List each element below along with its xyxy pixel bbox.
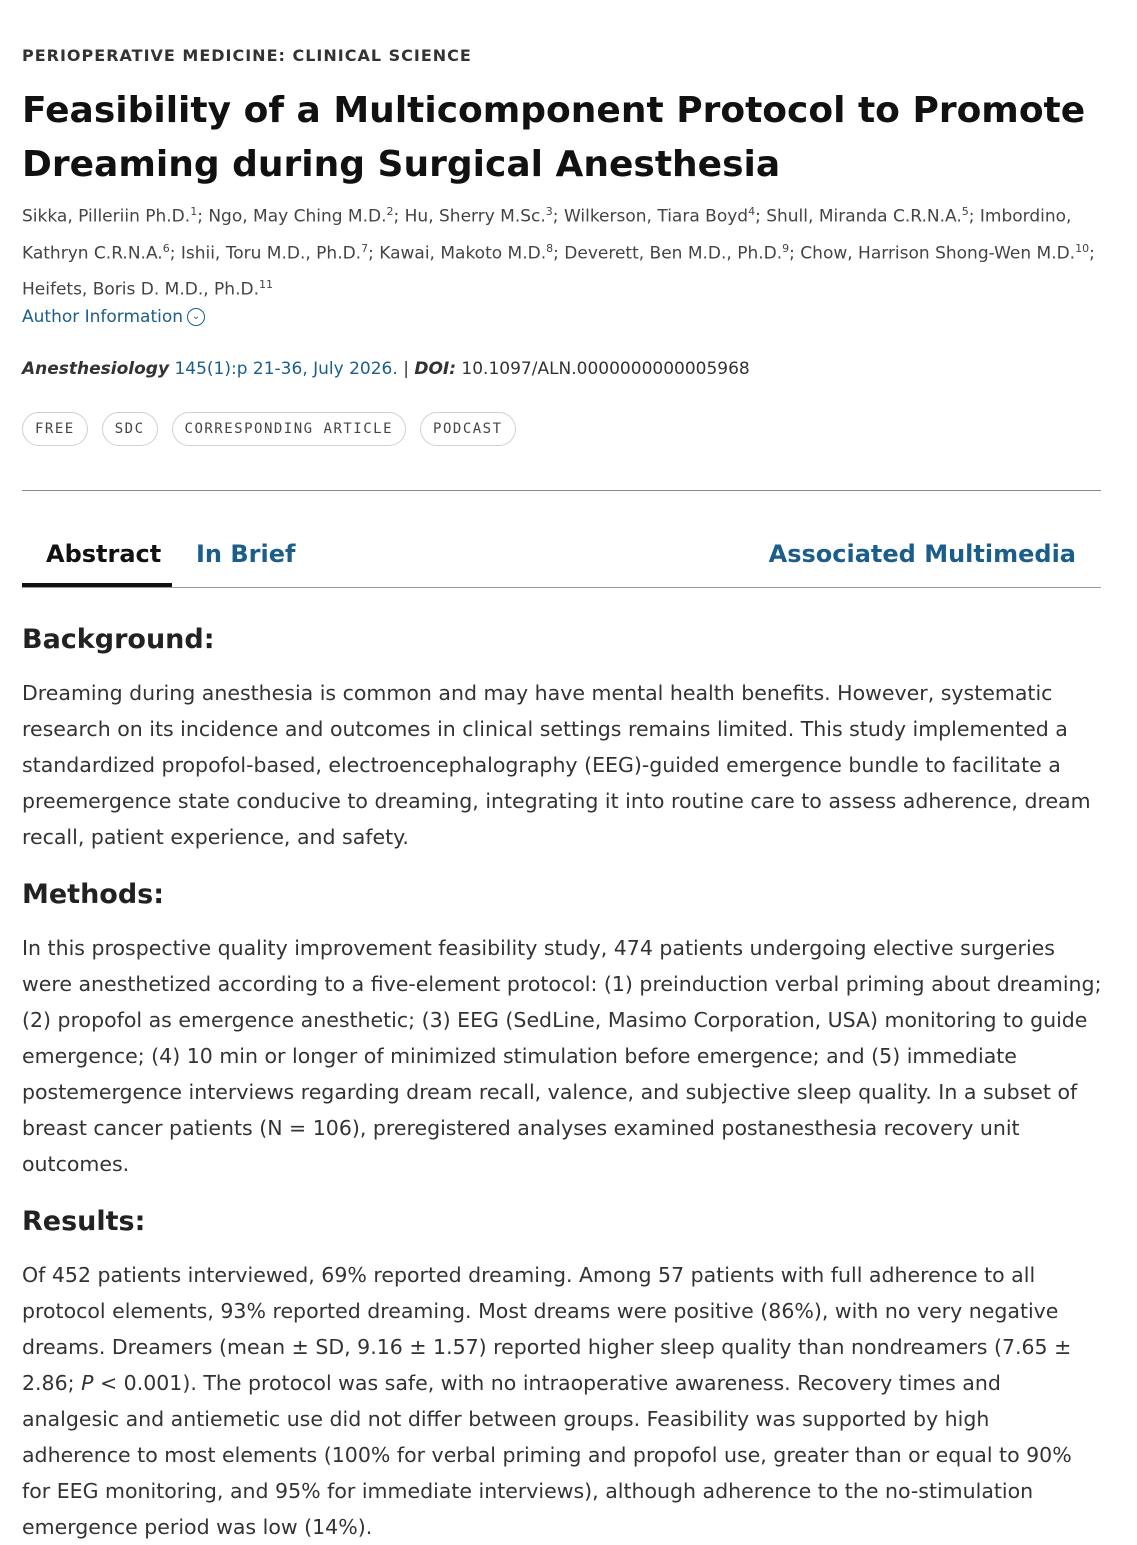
- results-text-part2: < 0.001). The protocol was safe, with no intraoperative awareness. Recovery times and analgesic and antiemetic use did not differ between groups. Feasibility was supported by high adherence to most elements (100% for verbal priming and propofol use, greater than or equal to 90% for EEG monitoring, and 95% for immediate interviews), although adherence to the no-stimulation emergence period was low (14%).: [22, 1371, 1072, 1539]
- author-affiliation-number: 8: [546, 241, 554, 255]
- author-affiliation-number: 3: [545, 205, 553, 218]
- author-affiliation-number: 9: [782, 241, 790, 255]
- methods-text: In this prospective quality improvement feasibility study, 474 patients undergoing elective surgeries were anesthetized according to a five-element protocol: (1) preinduction verbal priming about dreaming; (2) propofol as emergence anesthetic; (3) EEG (SedLine, Masimo Corporation, USA) monitoring to guide emergence; (4) 10 min or longer of minimized stimulation before emergence; and (5) immediate postemergence interviews regarding dream recall, valence, and subjective sleep quality. In a subset of breast cancer patients (N = 106), preregistered analyses examined postanesthesia recovery unit outcomes.: [22, 936, 1102, 1176]
- doi-label: DOI:: [414, 359, 457, 379]
- author-affiliation-number: 11: [258, 278, 273, 292]
- author-information-label: Author Information: [22, 307, 184, 327]
- author-name: Imbordino, Kathryn C.R.N.A.: [22, 206, 1072, 264]
- author-affiliation-number: 1: [190, 205, 198, 218]
- badge-corresponding-article[interactable]: CORRESPONDING ARTICLE: [172, 412, 407, 446]
- volume-link[interactable]: 145(1):p 21-36, July 2026.: [174, 359, 398, 379]
- author-affiliation-number: 7: [361, 241, 369, 255]
- tab-abstract[interactable]: Abstract: [46, 540, 162, 568]
- citation-separator: |: [403, 359, 409, 379]
- author-name: Ishii, Toru M.D., Ph.D.: [180, 243, 362, 264]
- author-name: Chow, Harrison Shong-Wen M.D.: [800, 243, 1076, 264]
- badge-podcast[interactable]: PODCAST: [420, 412, 516, 446]
- author-list: Sikka, Pilleriin Ph.D.$^1$; Ngo, May Ching M.D.$^2$; Hu, Sherry M.Sc.$^3$; Wilkerson, Tiara Boyd$^4$; Shull, Miranda C.R.N.A.$^5$; Imbordino, Kathryn C.R.N.A.$^6$; Ishii, Toru M.D., Ph.D.$^7$; Kawai, Makoto M.D.$^8$; Deverett, Ben M.D., Ph.D.$^9$; Chow, Harrison Shong-Wen M.D.$^{10}$; Heifets, Boris D. M.D., Ph.D.$^{11}$: [22, 205, 1095, 300]
- background-text: Dreaming during anesthesia is common and may have mental health benefits. However, systematic research on its incidence and outcomes in clinical settings remains limited. This study implemented a standardized propofol-based, electroencephalography (EEG)-guided emergence bundle to facilitate a preemergence state conducive to dreaming, integrating it into routine care to assess adherence, dream recall, patient experience, and safety.: [22, 681, 1091, 849]
- author-affiliation-number: 6: [162, 241, 170, 255]
- badge-list: [22, 412, 516, 446]
- article-category: PERIOPERATIVE MEDICINE: CLINICAL SCIENCE: [22, 46, 472, 65]
- author-name: Deverett, Ben M.D., Ph.D.: [564, 243, 783, 264]
- author-name: Kawai, Makoto M.D.: [379, 243, 547, 264]
- author-affiliation-number: 2: [386, 205, 394, 218]
- journal-name: Anesthesiology: [22, 359, 170, 379]
- doi-value: 10.1097/ALN.0000000000005968: [461, 359, 750, 379]
- p-value-symbol: P: [81, 1371, 94, 1395]
- author-name: Shull, Miranda C.R.N.A.: [766, 206, 962, 227]
- chevron-down-icon: ⌄: [187, 308, 205, 326]
- author-affiliation-number: 10: [1075, 241, 1090, 255]
- active-tab-indicator: [22, 583, 172, 587]
- results-text: [22, 1257, 1102, 1545]
- badge-sdc[interactable]: SDC: [102, 412, 158, 446]
- methods-heading: Methods:: [22, 879, 165, 910]
- citation: [22, 359, 750, 379]
- results-heading: Results:: [22, 1206, 146, 1237]
- results-text-part1: Of 452 patients interviewed, 69% reported dreaming. Among 57 patients with full adherence to all protocol elements, 93% reported dreaming. Most dreams were positive (86%), with no very negative dreams. Dreamers (mean ± SD, 9.16 ± 1.57) reported higher sleep quality than nondreamers (7.65 ± 2.86;: [22, 1263, 1072, 1395]
- author-name: Wilkerson, Tiara Boyd: [563, 206, 749, 227]
- article-title: Feasibility of a Multicomponent Protocol to Promote Dreaming during Surgical Anesthesia: [22, 90, 1086, 185]
- background-heading: Background:: [22, 624, 215, 655]
- divider: [22, 490, 1101, 491]
- author-name: Ngo, May Ching M.D.: [208, 206, 387, 227]
- author-name: Sikka, Pilleriin Ph.D.: [22, 206, 191, 227]
- author-name: Hu, Sherry M.Sc.: [404, 206, 546, 227]
- tab-associated-multimedia[interactable]: Associated Multimedia: [768, 540, 1076, 568]
- author-affiliation-number: 4: [748, 205, 756, 218]
- tab-bar: [22, 530, 1101, 588]
- badge-free[interactable]: FREE: [22, 412, 88, 446]
- author-affiliation-number: 5: [961, 205, 969, 218]
- author-information-toggle[interactable]: [22, 307, 205, 327]
- tab-in-brief[interactable]: In Brief: [196, 540, 296, 568]
- author-name: Heifets, Boris D. M.D., Ph.D.: [22, 279, 259, 300]
